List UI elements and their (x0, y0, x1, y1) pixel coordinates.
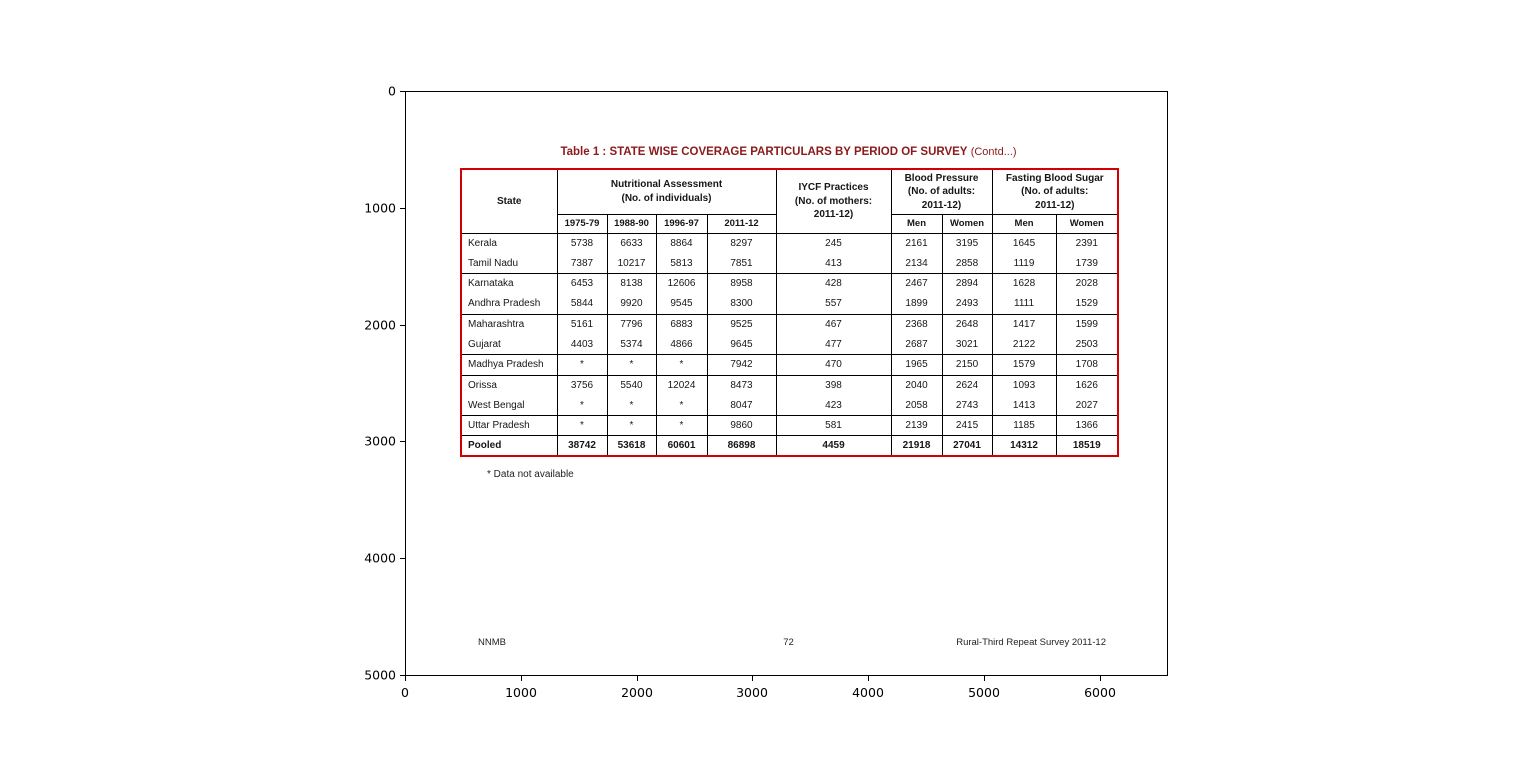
table-row (461, 233, 1118, 253)
value-cell: 18519 (1056, 436, 1118, 456)
value-cell: 245 (776, 233, 891, 253)
value-cell: 6453 (557, 274, 607, 294)
header-year: 1988-90 (607, 214, 656, 233)
state-name: Madhya Pradesh (461, 355, 557, 375)
table-row (461, 355, 1118, 375)
value-cell: 477 (776, 334, 891, 354)
page-title (460, 146, 1117, 158)
value-cell: 1708 (1056, 355, 1118, 375)
value-cell: * (656, 355, 707, 375)
value-cell: 423 (776, 395, 891, 415)
value-cell: 9645 (707, 334, 776, 354)
x-tick-label: 2000 (621, 685, 653, 700)
state-name: Maharashtra (461, 314, 557, 334)
value-cell: 470 (776, 355, 891, 375)
header-line: 2011-12) (921, 199, 962, 211)
value-cell: 3021 (942, 334, 992, 354)
value-cell: 27041 (942, 436, 992, 456)
header-bp-men: Men (891, 214, 942, 233)
value-cell: 9525 (707, 314, 776, 334)
value-cell: 8138 (607, 274, 656, 294)
value-cell: 2624 (942, 375, 992, 395)
y-tick-label: 4000 (364, 550, 396, 566)
value-cell: 1739 (1056, 253, 1118, 273)
value-cell: 1626 (1056, 375, 1118, 395)
value-cell: 12024 (656, 375, 707, 395)
value-cell: * (557, 416, 607, 436)
x-tick-mark (405, 676, 406, 681)
header-fbs-men: Men (992, 214, 1056, 233)
value-cell: 8297 (707, 233, 776, 253)
value-cell: 581 (776, 416, 891, 436)
value-cell: 2027 (1056, 395, 1118, 415)
x-tick-mark (637, 676, 638, 681)
document-page (406, 92, 1167, 675)
value-cell: 86898 (707, 436, 776, 456)
value-cell: * (607, 416, 656, 436)
header-blood-pressure (891, 169, 992, 214)
value-cell: 1093 (992, 375, 1056, 395)
value-cell: 1645 (992, 233, 1056, 253)
x-tick-mark (984, 676, 985, 681)
value-cell: 4866 (656, 334, 707, 354)
footer-page-number: 72 (783, 637, 794, 648)
value-cell: 53618 (607, 436, 656, 456)
value-cell: 1111 (992, 294, 1056, 314)
table-body (461, 233, 1118, 456)
value-cell: * (607, 395, 656, 415)
table-row (461, 416, 1118, 436)
value-cell: 8473 (707, 375, 776, 395)
x-tick-label: 5000 (968, 685, 1000, 700)
header-bp-women: Women (942, 214, 992, 233)
value-cell: 5540 (607, 375, 656, 395)
value-cell: 2122 (992, 334, 1056, 354)
header-line: Fasting Blood Sugar (1005, 172, 1104, 184)
value-cell: 38742 (557, 436, 607, 456)
value-cell: 1899 (891, 294, 942, 314)
value-cell: 1366 (1056, 416, 1118, 436)
header-fasting-blood-sugar (992, 169, 1118, 214)
value-cell: * (557, 355, 607, 375)
plot-area (405, 91, 1168, 676)
value-cell: 5844 (557, 294, 607, 314)
header-year: 2011-12 (707, 214, 776, 233)
state-name: Uttar Pradesh (461, 416, 557, 436)
value-cell: 2503 (1056, 334, 1118, 354)
header-fbs-women: Women (1056, 214, 1118, 233)
page-title-suffix: (Contd...) (970, 146, 1017, 158)
footer-source: NNMB (478, 637, 506, 648)
value-cell: * (656, 416, 707, 436)
header-iycf-practices (776, 169, 891, 233)
value-cell: 2493 (942, 294, 992, 314)
value-cell: 7387 (557, 253, 607, 273)
y-tick-label: 3000 (364, 433, 396, 449)
value-cell: 467 (776, 314, 891, 334)
value-cell: 2139 (891, 416, 942, 436)
x-tick-mark (1100, 676, 1101, 681)
header-line: (No. of adults: (907, 186, 976, 197)
header-line: (No. of adults: (1021, 186, 1089, 197)
value-cell: 1965 (891, 355, 942, 375)
value-cell: 7851 (707, 253, 776, 273)
table-row (461, 436, 1118, 456)
state-name: Orissa (461, 375, 557, 395)
footer-survey-name: Rural-Third Repeat Survey 2011-12 (956, 637, 1106, 648)
value-cell: 1413 (992, 395, 1056, 415)
header-line: Nutritional Assessment (610, 179, 723, 191)
x-tick-label: 3000 (736, 685, 768, 700)
value-cell: 12606 (656, 274, 707, 294)
value-cell: 5813 (656, 253, 707, 273)
page-title-text: Table 1 : STATE WISE COVERAGE PARTICULARS BY PERIOD OF SURVEY (560, 146, 968, 158)
x-tick-label: 1000 (505, 685, 537, 700)
value-cell: 2058 (891, 395, 942, 415)
header-year: 1996-97 (656, 214, 707, 233)
value-cell: 1185 (992, 416, 1056, 436)
x-tick-mark (868, 676, 869, 681)
value-cell: 8047 (707, 395, 776, 415)
value-cell: 2415 (942, 416, 992, 436)
value-cell: 413 (776, 253, 891, 273)
table-row (461, 395, 1118, 415)
value-cell: * (607, 355, 656, 375)
value-cell: 2467 (891, 274, 942, 294)
state-name: Karnataka (461, 274, 557, 294)
table-row (461, 334, 1118, 354)
value-cell: 428 (776, 274, 891, 294)
y-tick-label: 2000 (364, 317, 396, 333)
value-cell: 1529 (1056, 294, 1118, 314)
value-cell: 4459 (776, 436, 891, 456)
value-cell: 7796 (607, 314, 656, 334)
header-line: (No. of individuals) (621, 192, 712, 204)
value-cell: 1628 (992, 274, 1056, 294)
table-header-groups (461, 169, 1118, 214)
y-tick-label: 1000 (364, 200, 396, 216)
state-name: Gujarat (461, 334, 557, 354)
value-cell: 9920 (607, 294, 656, 314)
value-cell: 5161 (557, 314, 607, 334)
table-row (461, 375, 1118, 395)
value-cell: 2687 (891, 334, 942, 354)
value-cell: 3195 (942, 233, 992, 253)
state-name: Andhra Pradesh (461, 294, 557, 314)
value-cell: 6883 (656, 314, 707, 334)
x-tick-label: 4000 (852, 685, 884, 700)
header-line: 2011-12) (1035, 199, 1075, 211)
header-line: (No. of mothers: (794, 195, 873, 207)
x-tick-mark (752, 676, 753, 681)
value-cell: 5374 (607, 334, 656, 354)
state-name: Kerala (461, 233, 557, 253)
value-cell: 1579 (992, 355, 1056, 375)
state-name: Tamil Nadu (461, 253, 557, 273)
value-cell: 2648 (942, 314, 992, 334)
value-cell: 8864 (656, 233, 707, 253)
value-cell: 3756 (557, 375, 607, 395)
value-cell: 1417 (992, 314, 1056, 334)
header-nutritional-assessment (557, 169, 776, 214)
value-cell: 14312 (992, 436, 1056, 456)
table-row (461, 253, 1118, 273)
value-cell: 1119 (992, 253, 1056, 273)
value-cell: 1599 (1056, 314, 1118, 334)
value-cell: 4403 (557, 334, 607, 354)
state-name: Pooled (461, 436, 557, 456)
y-tick-label: 5000 (364, 667, 396, 683)
header-line: Blood Pressure (904, 172, 979, 184)
state-name: West Bengal (461, 395, 557, 415)
value-cell: 2040 (891, 375, 942, 395)
coverage-table (460, 168, 1119, 457)
header-state: State (461, 169, 557, 233)
value-cell: 60601 (656, 436, 707, 456)
header-line: IYCF Practices (798, 182, 869, 193)
value-cell: 21918 (891, 436, 942, 456)
value-cell: 2743 (942, 395, 992, 415)
header-year: 1975-79 (557, 214, 607, 233)
y-tick-label: 0 (388, 83, 396, 99)
value-cell: 2028 (1056, 274, 1118, 294)
value-cell: 8300 (707, 294, 776, 314)
data-not-available-footnote: * Data not available (487, 469, 574, 480)
value-cell: 2150 (942, 355, 992, 375)
value-cell: 5738 (557, 233, 607, 253)
state-coverage-table (460, 168, 1119, 457)
value-cell: * (557, 395, 607, 415)
x-tick-label: 0 (401, 685, 409, 700)
value-cell: * (656, 395, 707, 415)
value-cell: 398 (776, 375, 891, 395)
value-cell: 2134 (891, 253, 942, 273)
value-cell: 2894 (942, 274, 992, 294)
value-cell: 2161 (891, 233, 942, 253)
value-cell: 2368 (891, 314, 942, 334)
value-cell: 9545 (656, 294, 707, 314)
value-cell: 2858 (942, 253, 992, 273)
value-cell: 8958 (707, 274, 776, 294)
value-cell: 557 (776, 294, 891, 314)
table-row (461, 274, 1118, 294)
value-cell: 9860 (707, 416, 776, 436)
x-tick-mark (521, 676, 522, 681)
value-cell: 7942 (707, 355, 776, 375)
value-cell: 10217 (607, 253, 656, 273)
x-tick-label: 6000 (1084, 685, 1116, 700)
table-row (461, 314, 1118, 334)
value-cell: 2391 (1056, 233, 1118, 253)
value-cell: 6633 (607, 233, 656, 253)
header-line: 2011-12) (813, 209, 854, 220)
table-row (461, 294, 1118, 314)
